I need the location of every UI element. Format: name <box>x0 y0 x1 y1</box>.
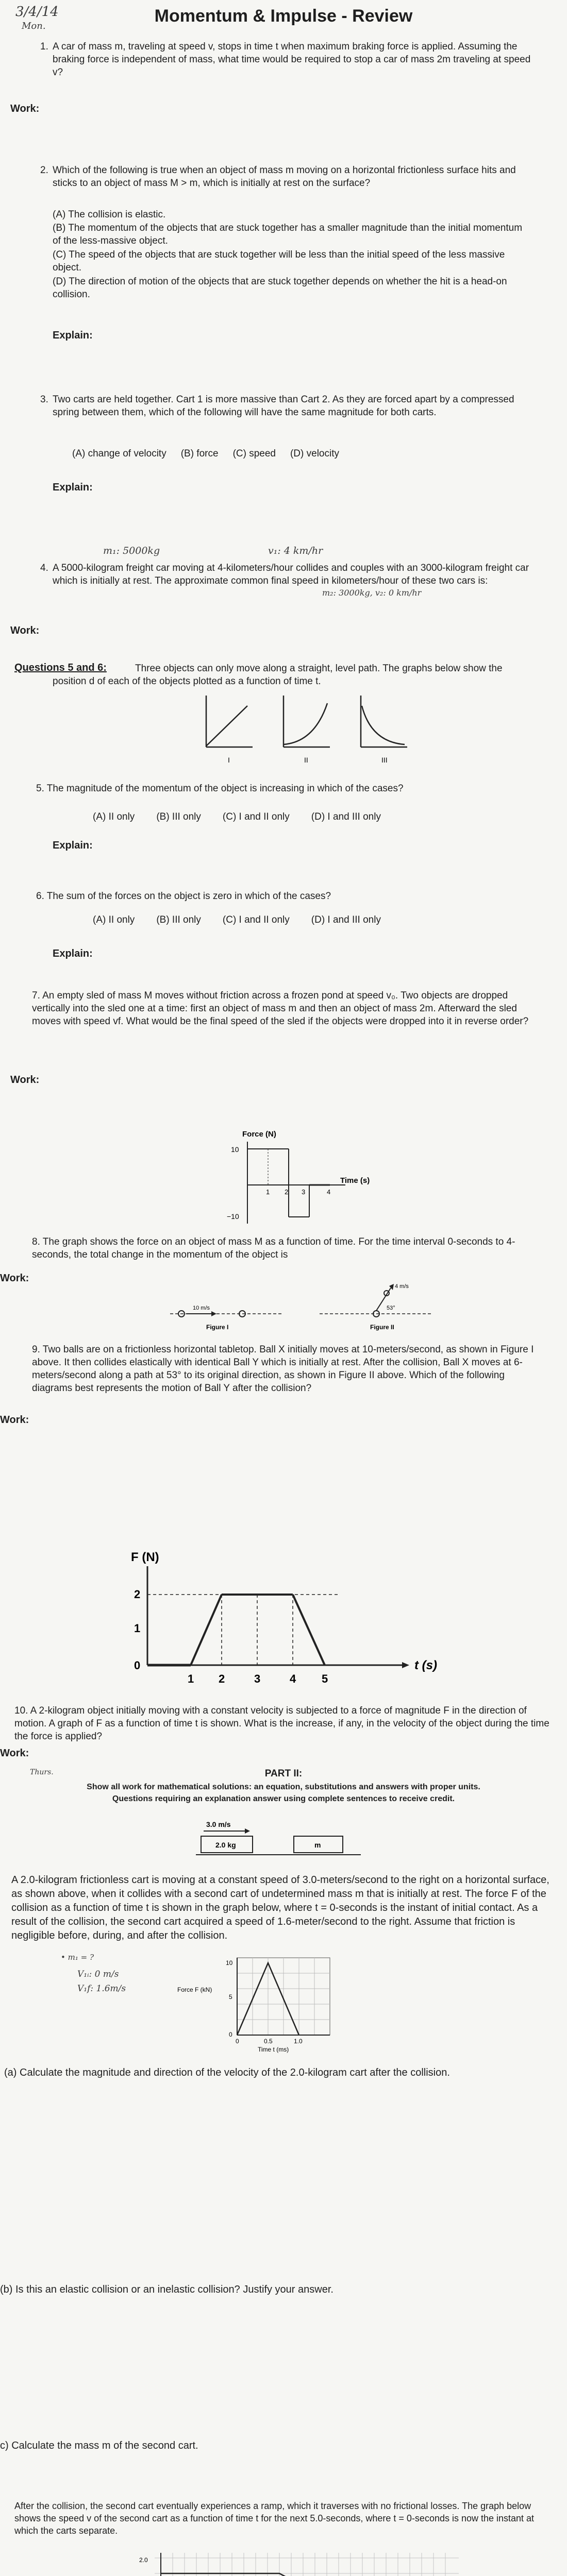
graph-iii-label: III <box>381 756 388 764</box>
question-3-number: 3. <box>40 394 48 405</box>
explain-label: Explain: <box>53 948 93 959</box>
y-tick-10: 10 <box>231 1145 239 1154</box>
question-5-text: 5. The magnitude of the momentum of the object is increasing in which of the cases? <box>36 783 404 794</box>
part-2-heading: PART II: <box>264 1768 303 1779</box>
choice-a: (A) II only <box>93 811 135 822</box>
questions-5-6-heading: Questions 5 and 6: <box>14 662 107 673</box>
y-tick-1: 1 <box>134 1622 141 1635</box>
y-tick-5: 5 <box>229 1993 232 2001</box>
question-2-option-d: (D) The direction of motion of the objects that are stuck together depends on whether the hit is a head-on collision. <box>53 276 507 300</box>
graph-ylabel: Force F (kN) <box>177 1986 212 1993</box>
question-2-option-c: (C) The speed of the objects that are stuck together will be less than the initial speed of the less massive object. <box>53 249 505 273</box>
work-label: Work: <box>0 1273 29 1284</box>
figure-1-label: Figure I <box>206 1324 229 1331</box>
graph-ii-label: II <box>304 756 308 764</box>
explain-label: Explain: <box>53 482 93 493</box>
work-label: Work: <box>10 625 40 636</box>
x-tick-0: 0 <box>236 2038 239 2045</box>
part-2-intro: A 2.0-kilogram frictionless cart is moving at a constant speed of 3.0-meters/second to the right on a horizontal surface, as shown above, when it collides with a second cart of undetermined mass m that is initially at rest. The force F of the collision as a function of time t is shown in the graph below, where t = 0-seconds is the instant of initial contact. As a result of the collision, the second cart acquired a speed of 1.6-meter/second to the right. Assume that friction is negligible before, during, and after the collision. <box>11 1874 549 1941</box>
force-time-graph-part2 <box>170 1953 366 2056</box>
questions-5-6-text: Three objects can only move along a straight, level path. The graphs below show the position d of each of the objects plotted as a function of time t. <box>53 663 503 687</box>
handwritten-day: Thurs. <box>30 1768 54 1776</box>
handwritten-note-3: V₁f: 1.6m/s <box>77 1984 126 1994</box>
cart-m-label: m <box>314 1841 321 1849</box>
choice-b: (B) III only <box>156 914 201 925</box>
choice-b: (B) III only <box>156 811 201 822</box>
handwritten-note-1: • m₁ = ? <box>61 1953 94 1962</box>
figure-2-label: Figure II <box>370 1324 394 1331</box>
choice-d: (D) I and III only <box>311 914 381 925</box>
work-label: Work: <box>10 1074 40 1086</box>
question-1-text: A car of mass m, traveling at speed v, stops in time t when maximum braking force is applied. Assuming the braking force is independent of mass, what time would be required to stop a car of mass 2m traveling at speed v? <box>53 41 531 78</box>
work-label: Work: <box>0 1414 29 1426</box>
question-1-number: 1. <box>40 41 48 52</box>
graph-iii <box>361 696 407 764</box>
question-8-text: 8. The graph shows the force on an object of mass M as a function of time. For the time interval 0-seconds to 4-seconds, the total change in the momentum of the object is <box>32 1236 515 1260</box>
handwritten-date: 3/4/14 <box>15 4 59 20</box>
force-time-graph-q8 <box>175 1128 392 1231</box>
figure-1-speed: 10 m/s <box>193 1305 210 1311</box>
part-2-question-c: c) Calculate the mass m of the second cart. <box>0 2440 198 2451</box>
x-tick-4: 4 <box>290 1672 296 1685</box>
y-tick-2: 2 <box>134 1588 141 1601</box>
graph-xlabel: Time t (ms) <box>258 2046 289 2053</box>
figure-2-speed: 4 m/s <box>395 1283 409 1290</box>
x-tick-10: 1.0 <box>294 2038 303 2045</box>
graph-ylabel: Force (N) <box>242 1130 276 1139</box>
question-10-text: 10. A 2-kilogram object initially moving with a constant velocity is subjected to a force of magnitude F in the direction of motion. A graph of F as a function of time t is shown. What is the increase, if any, in the velocity of the object during the time the force is applied? <box>14 1705 549 1742</box>
y-tick-neg10: −10 <box>227 1212 239 1221</box>
question-3-choices <box>72 448 339 460</box>
question-7-text: 7. An empty sled of mass M moves without friction across a frozen pond at speed v₀. Two objects are dropped vertically into the sled one at a time: first an object of mass m and then an object of mass 2m. Afterward the sled moves with speed vf. What would be the final speed of the sled if the objects were dropped into it in reverse order? <box>32 990 529 1027</box>
page-title: Momentum & Impulse - Review <box>154 6 413 26</box>
x-tick-1: 1 <box>188 1672 194 1685</box>
choice-c: (C) I and II only <box>222 811 290 822</box>
choice-a: (A) change of velocity <box>72 448 166 459</box>
x-tick-05: 0.5 <box>264 2038 273 2045</box>
explain-label: Explain: <box>53 330 93 341</box>
y-tick-0: 0 <box>229 2031 232 2038</box>
y-tick-10: 10 <box>226 1959 233 1967</box>
question-2-number: 2. <box>40 165 48 176</box>
x-tick-1: 1 <box>266 1188 270 1196</box>
graph-xlabel: Time (s) <box>340 1176 370 1185</box>
part-2-instructions-2: Questions requiring an explanation answer using complete sentences to receive credit. <box>112 1794 455 1803</box>
question-4-text: A 5000-kilogram freight car moving at 4-kilometers/hour collides and couples with an 3000-kilogram freight car which is initially at rest. The approximate common final speed in kilometers/hour of these two cars is: <box>53 563 529 586</box>
choice-b: (B) force <box>180 448 219 459</box>
part-2-question-a: (a) Calculate the magnitude and direction of the velocity of the 2.0-kilogram cart after the collision. <box>4 2067 450 2078</box>
handwritten-m1: m₁: 5000kg <box>103 545 160 556</box>
question-5-choices <box>93 811 381 823</box>
x-tick-2: 2 <box>219 1672 225 1685</box>
choice-d: (D) I and III only <box>311 811 381 822</box>
carts-diagram <box>196 1819 371 1862</box>
question-6-choices <box>93 914 381 926</box>
x-tick-3: 3 <box>302 1188 306 1196</box>
question-2-option-a: (A) The collision is elastic. <box>53 209 166 220</box>
force-time-graph-q10 <box>113 1546 464 1690</box>
cart-mass-label: 2.0 kg <box>215 1841 236 1849</box>
question-2-text: Which of the following is true when an object of mass m moving on a horizontal frictionless surface hits and sticks to an object of mass M > m, which is initially at rest on the surface? <box>53 165 516 189</box>
speed-time-graph <box>88 2543 479 2576</box>
graph-i-label: I <box>228 756 230 764</box>
question-2-option-b: (B) The momentum of the objects that are stuck together has a smaller magnitude than the initial momentum of the less-massive object. <box>53 223 523 246</box>
x-tick-3: 3 <box>254 1672 261 1685</box>
choice-c: (C) I and II only <box>222 914 290 925</box>
work-label: Work: <box>10 103 40 114</box>
part-2-question-b: (b) Is this an elastic collision or an inelastic collision? Justify your answer. <box>0 2284 333 2295</box>
graph-ii <box>284 696 330 764</box>
x-tick-4: 4 <box>327 1188 331 1196</box>
question-6-text: 6. The sum of the forces on the object is zero in which of the cases? <box>36 891 331 902</box>
choice-a: (A) II only <box>93 914 135 925</box>
y-tick-20: 2.0 <box>139 2556 148 2564</box>
question-3-text: Two carts are held together. Cart 1 is more massive than Cart 2. As they are forced apart by a compressed spring between them, which of the following will have the same magnitude for both carts. <box>53 394 514 418</box>
x-tick-5: 5 <box>322 1672 328 1685</box>
handwritten-note-2: V₁ᵢ: 0 m/s <box>77 1969 119 1979</box>
x-tick-2: 2 <box>285 1188 289 1196</box>
graph-i <box>206 696 253 764</box>
figure-2-angle: 53° <box>387 1305 395 1311</box>
handwritten-day: Mon. <box>22 21 46 31</box>
choice-c: (C) speed <box>232 448 276 459</box>
part-2-instructions-1: Show all work for mathematical solutions: an equation, substitutions and answers with proper units. <box>87 1783 480 1791</box>
explain-label: Explain: <box>53 840 93 851</box>
collision-figures-q9 <box>155 1278 443 1334</box>
choice-d: (D) velocity <box>290 448 339 459</box>
ramp-intro: After the collision, the second cart eventually experiences a ramp, which it traverses with no frictional losses. The graph below shows the speed v of the second cart as a function of time t for the next 5.0-seconds, where t = 0-seconds is now the instant at which the carts separate. <box>14 2501 535 2536</box>
graph-xlabel: t (s) <box>414 1658 437 1672</box>
graph-ylabel: F (N) <box>131 1550 159 1564</box>
y-tick-0: 0 <box>134 1659 141 1672</box>
question-4-number: 4. <box>40 563 48 573</box>
question-9-text: 9. Two balls are on a frictionless horizontal tabletop. Ball X initially moves at 10-meters/second, as shown in Figure I above. It then collides elastically with identical Ball Y which is initially at rest. After the collision, Ball X moves at 6-meters/second along a path at 53° to its original direction, as shown in Figure II above. Which of the following diagrams best represents the motion of Ball Y after the collision? <box>32 1344 534 1394</box>
handwritten-v1: v₁: 4 km/hr <box>268 545 323 556</box>
work-label: Work: <box>0 1748 29 1759</box>
position-time-graphs <box>196 690 433 768</box>
cart-speed-label: 3.0 m/s <box>206 1820 231 1828</box>
handwritten-m2: m₂: 3000kg, v₂: 0 km/hr <box>322 588 422 598</box>
